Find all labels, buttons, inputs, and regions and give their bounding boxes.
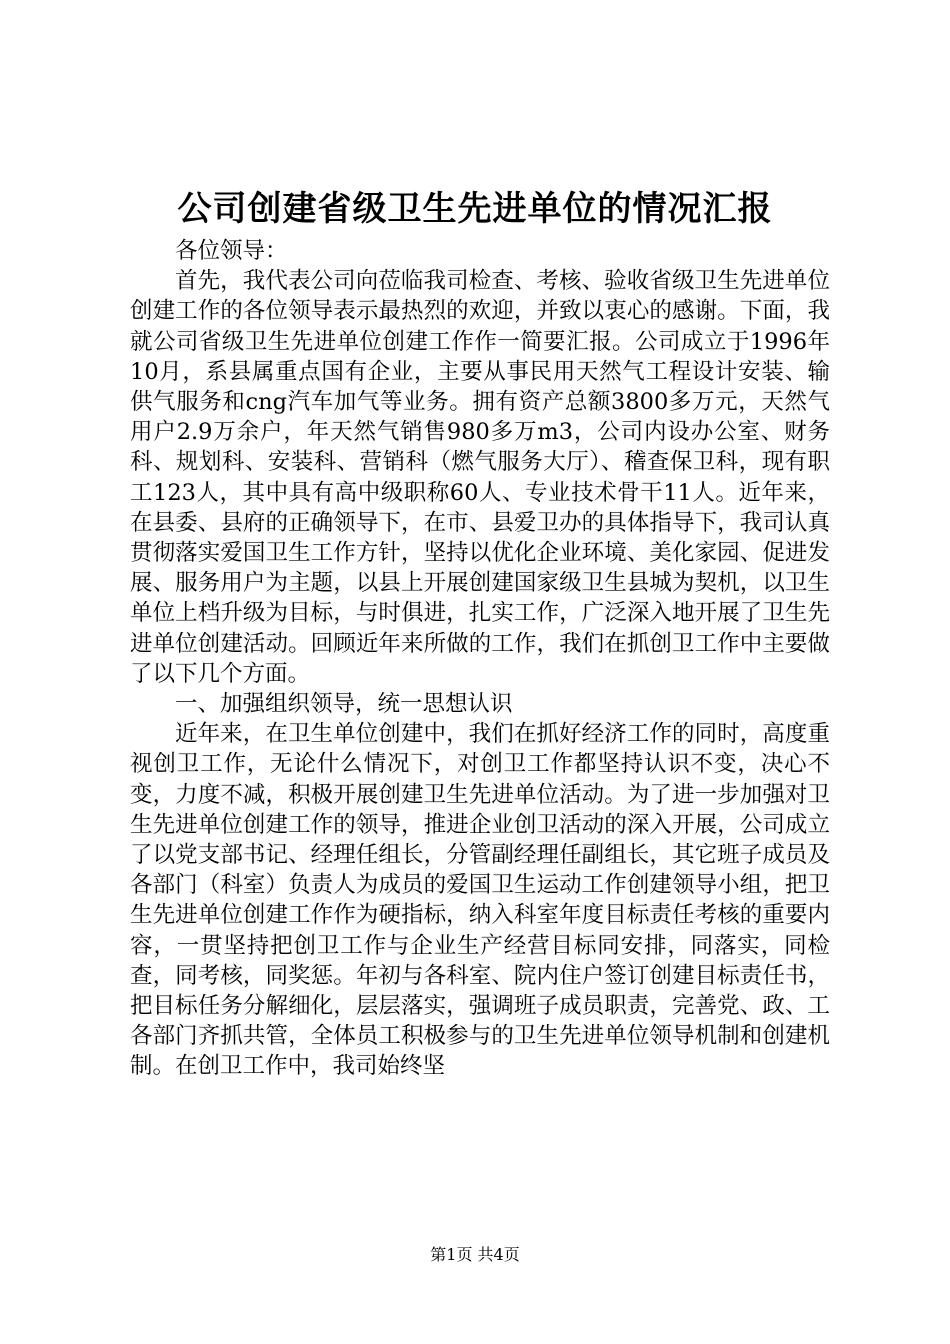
- paragraph-intro: 首先，我代表公司向莅临我司检查、考核、验收省级卫生先进单位创建工作的各位领导表示最热烈的欢迎，并致以衷心的感谢。下面，我就公司省级卫生先进单位创建工作作一简要汇报。公司成立于1996年10月，系县属重点国有企业，主要从事民用天然气工程设计安装、输供气服务和cng汽车加气等业务。拥有资产总额3800多万元，天然气用户2.9万余户，年天然气销售980多万m3，公司内设办公室、财务科、规划科、安装科、营销科（燃气服务大厅）、稽查保卫科，现有职工123人，其中具有高中级职称60人、专业技术骨干11人。近年来，在县委、县府的正确领导下，在市、县爱卫办的具体指导下，我司认真贯彻落实爱国卫生工作方针，坚持以优化企业环境、美化家园、促进发展、服务用户为主题，以县上开展创建国家级卫生县城为契机，以卫生单位上档升级为目标，与时俱进，扎实工作，广泛深入地开展了卫生先进单位创建活动。回顾近年来所做的工作，我们在抓创卫工作中主要做了以下几个方面。: [130, 268, 830, 687]
- document-body: [130, 236, 830, 1082]
- page-title: 公司创建省级卫生先进单位的情况汇报: [177, 189, 773, 229]
- page-footer: 第1页 共4页: [430, 1245, 520, 1264]
- section-heading-1: 一、加强组织领导，统一思想认识: [175, 691, 513, 718]
- paragraph-section-1: 近年来，在卫生单位创建中，我们在抓好经济工作的同时，高度重视创卫工作，无论什么情况下，对创卫工作都坚持认识不变，决心不变，力度不减，积极开展创建卫生先进单位活动。为了进一步加强对卫生先进单位创建工作的领导，推进企业创卫活动的深入开展，公司成立了以党支部书记、经理任组长，分管副经理任副组长，其它班子成员及各部门（科室）负责人为成员的爱国卫生运动工作创建领导小组，把卫生先进单位创建工作作为硬指标，纳入科室年度目标责任考核的重要内容，一贯坚持把创卫工作与企业生产经营目标同安排，同落实，同检查，同考核，同奖惩。年初与各科室、院内住户签订创建目标责任书，把目标任务分解细化，层层落实，强调班子成员职责，完善党、政、工各部门齐抓共管，全体员工积极参与的卫生先进单位领导机制和创建机制。在创卫工作中，我司始终坚: [130, 721, 830, 1080]
- salutation: 各位领导：: [175, 238, 288, 264]
